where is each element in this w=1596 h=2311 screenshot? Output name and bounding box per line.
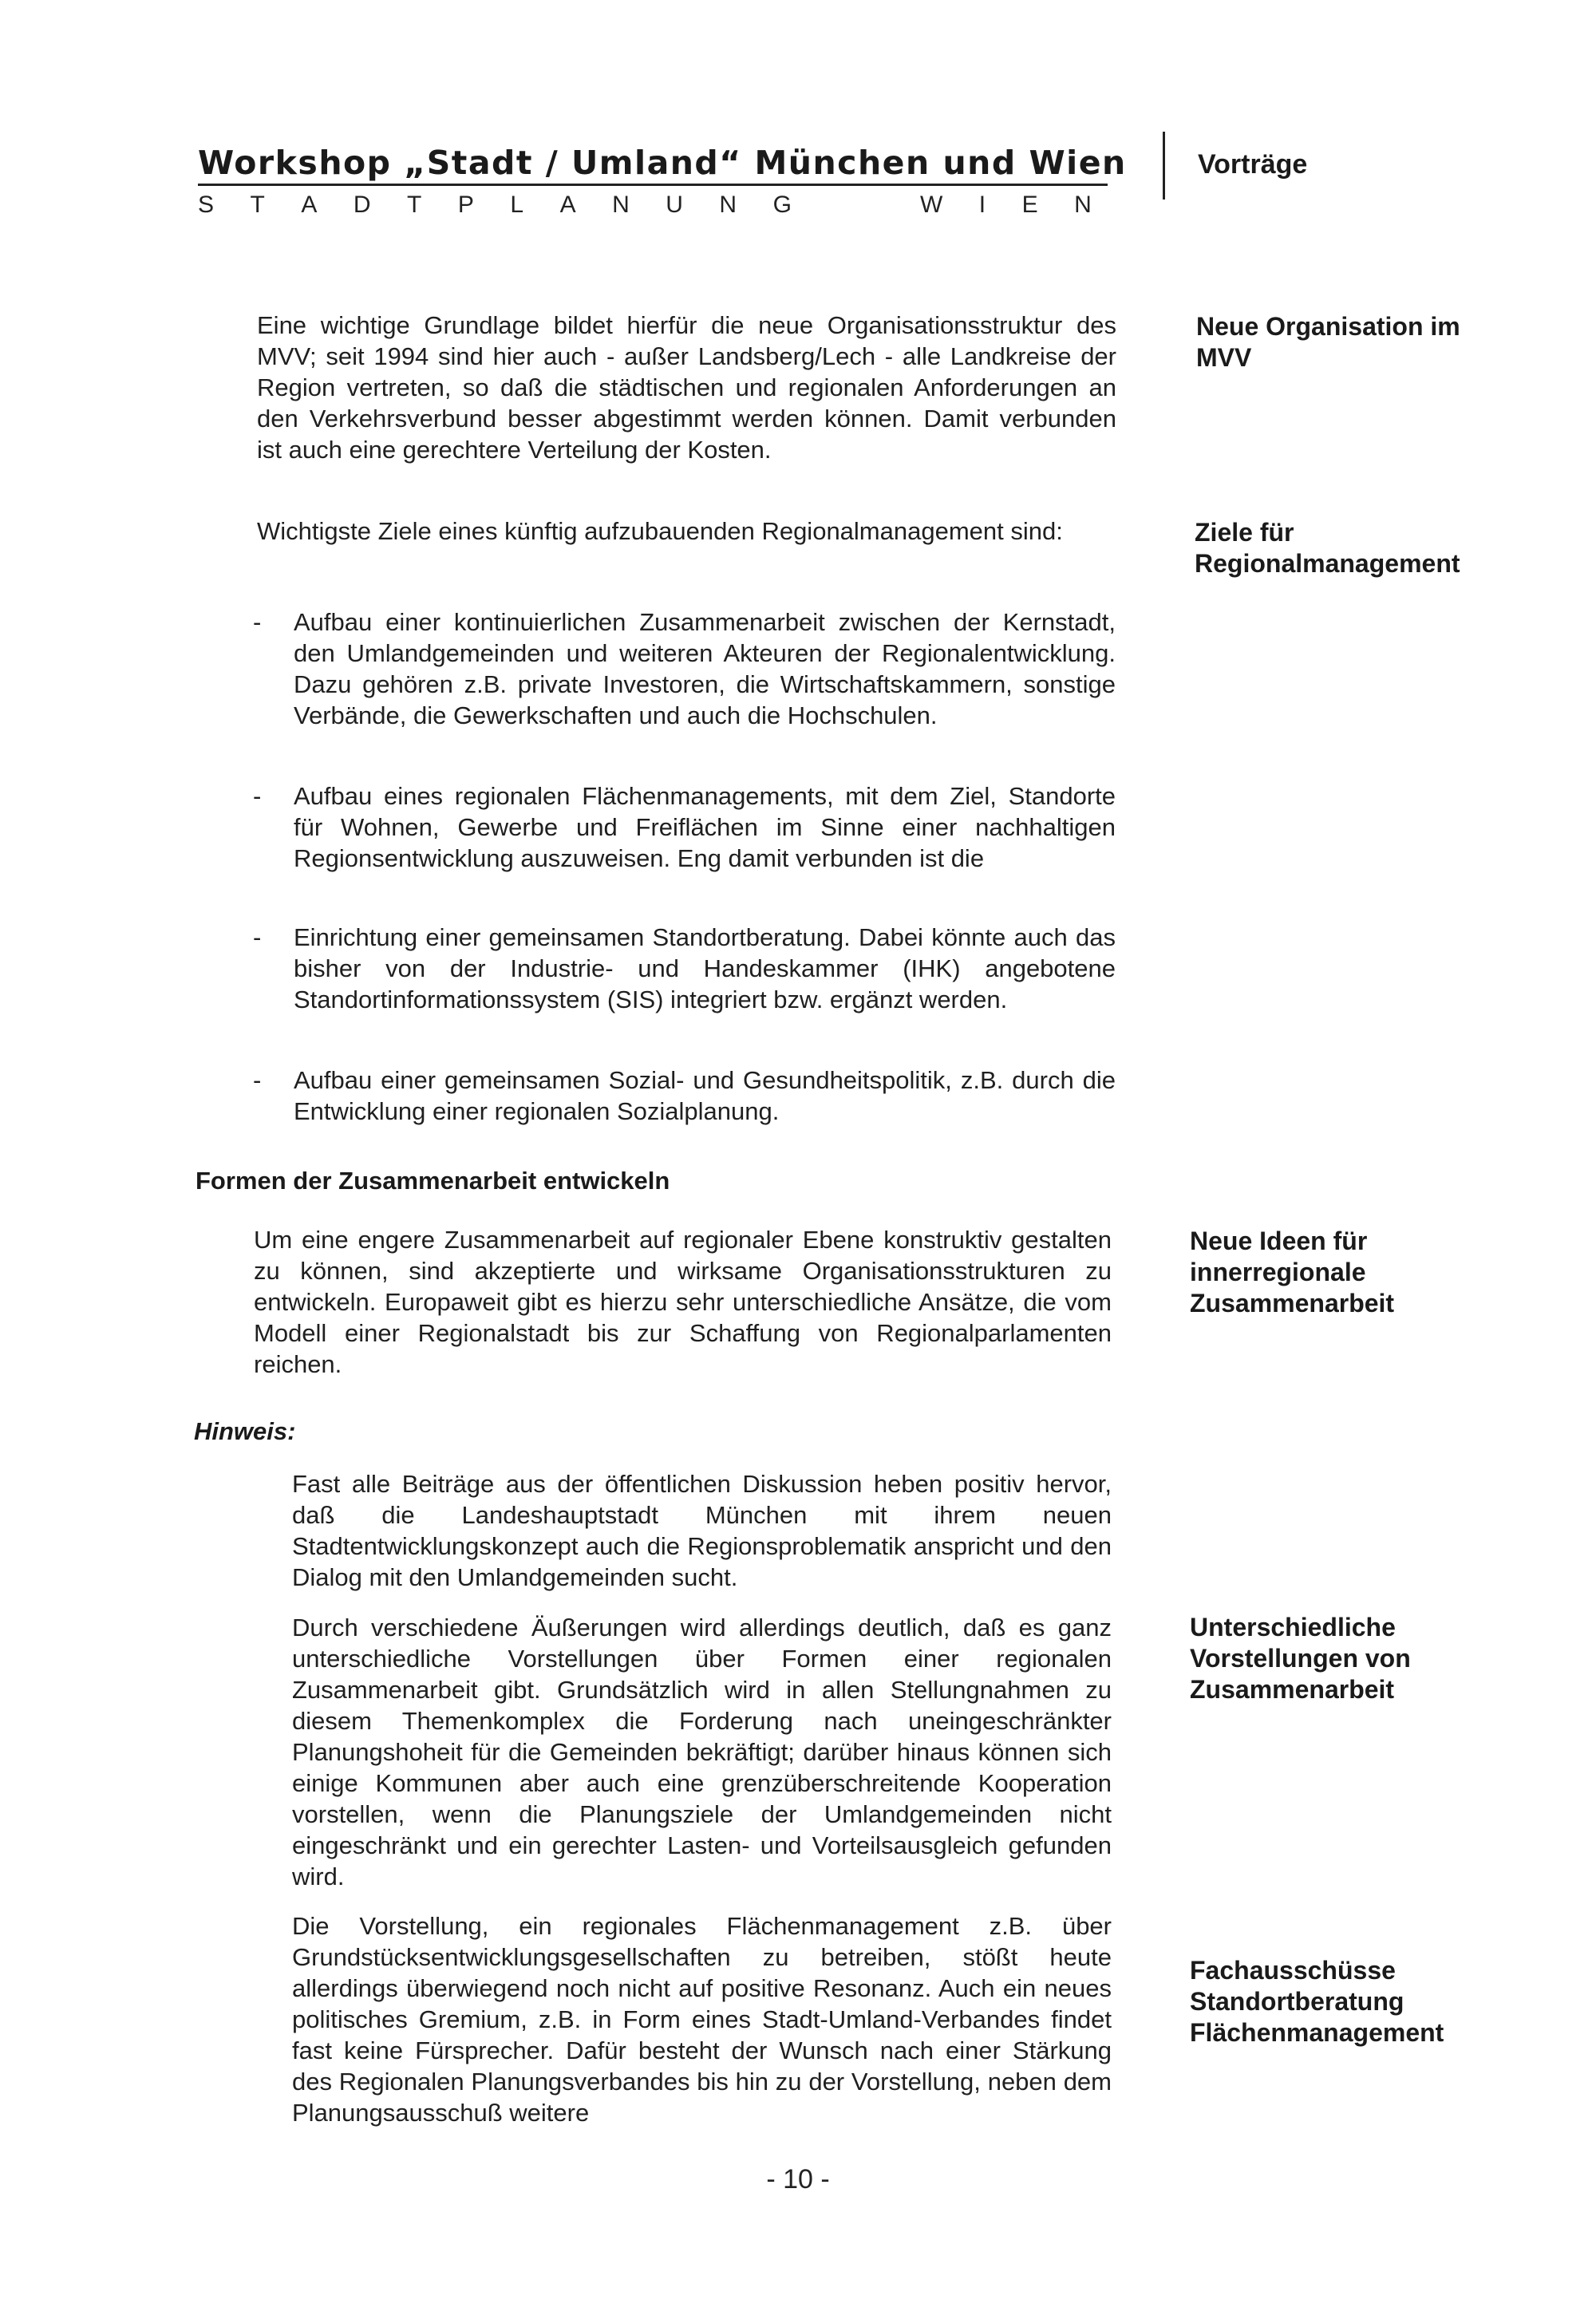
section-heading: Formen der Zusammenarbeit entwickeln (196, 1167, 670, 1195)
subtitle-letter: N (612, 192, 630, 218)
subtitle-gap (828, 192, 883, 219)
subtitle-letter: G (772, 192, 792, 218)
paragraph-ziele-intro: Wichtigste Ziele eines künftig aufzubauenden Regionalmanagement sind: (257, 517, 1063, 545)
margin-note: Neue Ideen für innerregionale Zusammenarbeit (1190, 1227, 1395, 1317)
subtitle-letter: N (719, 192, 737, 218)
page-number: - 10 - (766, 2164, 830, 2194)
bullet-marker: - (253, 923, 262, 951)
bullet-item: Aufbau einer kontinuierlichen Zusammenarbeit zwischen der Kernstadt, den Umlandgemeinden und weiteren Akteuren der Regionalentwicklung. Dazu gehören z.B. private Investoren, die Wirtschaftskammern, sonstige Verbände, die Gewerkschaften und auch die Hochschulen. (294, 608, 1116, 729)
bullet-item: Aufbau eines regionalen Flächenmanagements, mit dem Ziel, Standorte für Wohnen, Gewerbe und Freiflächen im Sinne einer nachhaltigen Regionsentwicklung auszuweisen. Eng damit verbunden ist die (294, 782, 1116, 872)
paragraph-mvv: Eine wichtige Grundlage bildet hierfür die neue Organisationsstruktur des MVV; seit 1994 sind hier auch - außer Landsberg/Lech - alle Landkreise der Region vertreten, so daß die städtischen und regionalen Anforderungen an den Verkehrsverbund besser abgestimmt werden können. Damit verbunden ist auch eine gerechtere Verteilung der Kosten. (257, 311, 1116, 464)
bullet-marker: - (253, 782, 262, 810)
paragraph-formen: Um eine engere Zusammenarbeit auf regionaler Ebene konstruktiv gestalten zu können, sind akzeptierte und wirksame Organisationsstrukturen zu entwickeln. Europaweit gibt es hierzu sehr unterschiedliche Ansätze, die vom Modell einer Regionalstadt bis zur Schaffung von Regionalparlamenten reichen. (254, 1226, 1112, 1378)
bullet-item: Einrichtung einer gemeinsamen Standortberatung. Dabei könnte auch das bisher von der Industrie- und Handeskammer (IHK) angebotene Standortinformationssystem (SIS) integriert bzw. ergänzt werden. (294, 923, 1116, 1013)
subtitle-letter: T (407, 192, 422, 218)
subtitle-letter: W (919, 192, 943, 218)
subtitle-letter: A (301, 192, 318, 218)
bullet-marker: - (253, 1066, 262, 1094)
subtitle-letter: D (353, 192, 371, 218)
header-underline (198, 184, 1108, 186)
document-header-title: Workshop „Stadt / Umland“ München und Wien (198, 144, 1127, 182)
subtitle-letter: U (666, 192, 683, 218)
margin-note: Ziele für Regionalmanagement (1195, 518, 1460, 578)
paragraph-hinweis-2: Durch verschiedene Äußerungen wird allerdings deutlich, daß es ganz unterschiedliche Vorstellungen über Formen einer regionalen Zusammenarbeit gibt. Grundsätzlich wird in allen Stellungnahmen zu diesem Themenkomplex die Forderung nach uneingeschränkter Planungshoheit für die Gemeinden bekräftigt; darüber hinaus können sich einige Kommunen aber auch eine grenzüberschreitende Kooperation vorstellen, wenn die Planungsziele der Umlandgemeinden nicht eingeschränkt und ein gerechter Lasten- und Vorteilsausgleich gefunden wird. (292, 1614, 1112, 1890)
subtitle-letter: E (1021, 192, 1038, 218)
header-subtitle (198, 192, 1092, 219)
hinweis-label: Hinweis: (194, 1417, 296, 1445)
bullet-marker: - (253, 608, 262, 636)
subtitle-letter: I (978, 192, 986, 218)
margin-note: Neue Organisation im MVV (1196, 312, 1460, 372)
header-divider (1163, 132, 1165, 199)
subtitle-letter: T (250, 192, 265, 218)
margin-note: Unterschiedliche Vorstellungen von Zusammenarbeit (1190, 1613, 1411, 1704)
subtitle-letter: P (457, 192, 474, 218)
subtitle-letter: S (198, 192, 215, 218)
subtitle-letter: N (1074, 192, 1092, 218)
bullet-item: Aufbau einer gemeinsamen Sozial- und Gesundheitspolitik, z.B. durch die Entwicklung einer regionalen Sozialplanung. (294, 1066, 1116, 1125)
paragraph-hinweis-1: Fast alle Beiträge aus der öffentlichen Diskussion heben positiv hervor, daß die Landeshauptstadt München mit ihrem neuen Stadtentwicklungskonzept auch die Regionsproblematik anspricht und den Dialog mit den Umlandgemeinden sucht. (292, 1470, 1112, 1591)
subtitle-letter: A (559, 192, 576, 218)
margin-note: Fachausschüsse Standortberatung Flächenmanagement (1190, 1956, 1444, 2047)
section-label: Vorträge (1198, 149, 1308, 180)
subtitle-letter: L (510, 192, 524, 218)
paragraph-hinweis-3: Die Vorstellung, ein regionales Flächenmanagement z.B. über Grundstücksentwicklungsgesellschaften zu betreiben, stößt heute allerdings überwiegend noch nicht auf positive Resonanz. Auch ein neues politisches Gremium, z.B. in Form eines Stadt-Umland-Verbandes findet fast keine Fürsprecher. Dafür besteht der Wunsch nach einer Stärkung des Regionalen Planungsverbandes bis hin zu der Vorstellung, neben dem Planungsausschuß weitere (292, 1912, 1112, 2127)
